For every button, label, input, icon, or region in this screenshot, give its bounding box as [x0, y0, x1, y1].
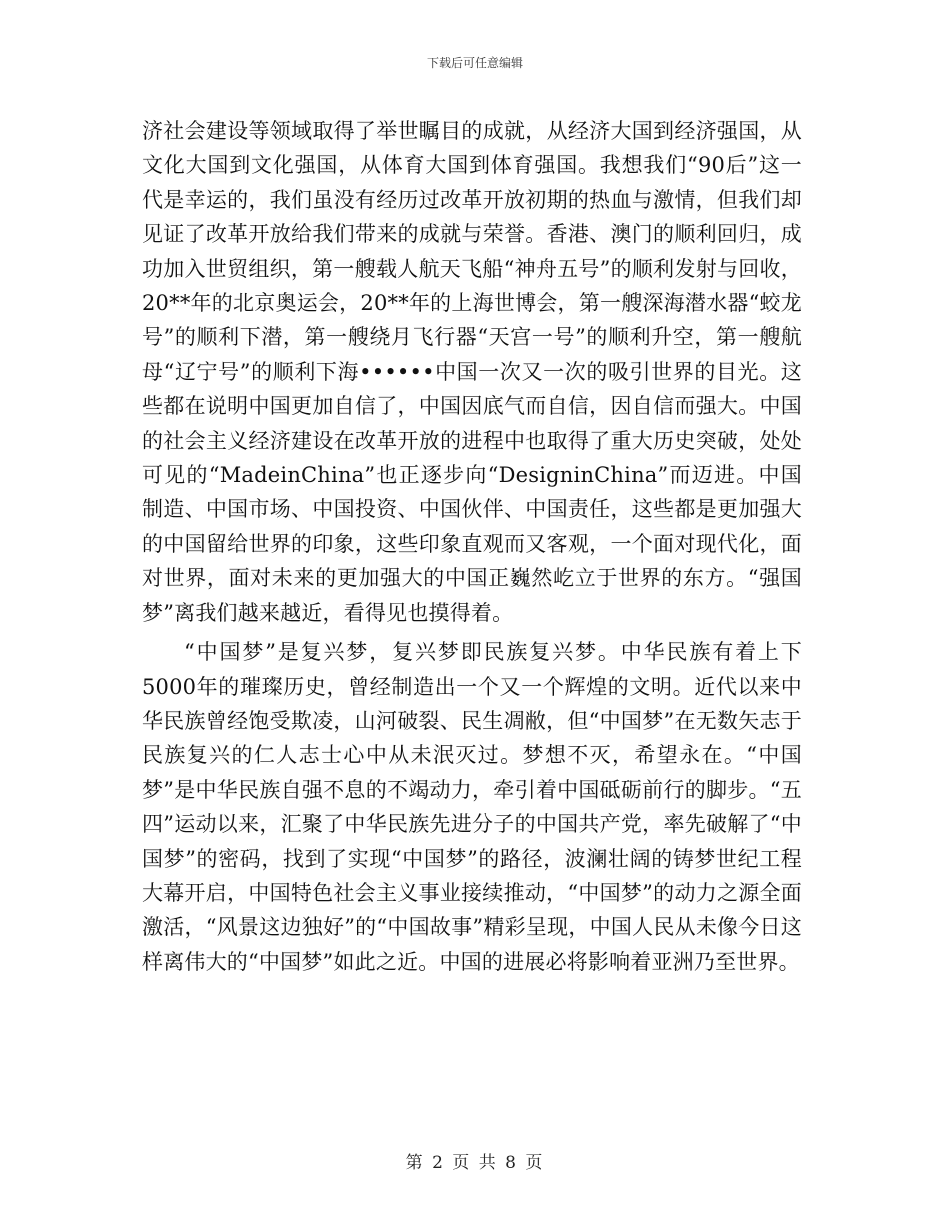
paragraph-china-dream: “中国梦”是复兴梦，复兴梦即民族复兴梦。中华民族有着上下5000年的璀璨历史，曾经制造出一个又一个辉煌的文明。近代以来中华民族曾经饱受欺凌，山河破裂、民生凋敝，但“中国梦”在无数矢志于民族复兴的仁人志士心中从未泯灭过。梦想不灭，希望永在。“中国梦”是中华民族自强不息的不竭动力，牵引着中国砥砺前行的脚步。“五四”运动以来，汇聚了中华民族先进分子的中国共产党，率先破解了“中国梦”的密码，找到了实现“中国梦”的路径，波澜壮阔的铸梦世纪工程大幕开启，中国特色社会主义事业接续推动，“中国梦”的动力之源全面激活，“风景这边独好”的“中国故事”精彩呈现，中国人民从未像今日这样离伟大的“中国梦”如此之近。中国的进展必将影响着亚洲乃至世界。 [142, 640, 802, 974]
page-header: 下载后可任意编辑 [426, 56, 523, 70]
document-body [142, 114, 802, 984]
page-number-footer: 第 2 页 共 8 页 [405, 1153, 545, 1173]
paragraph-continued: 济社会建设等领域取得了举世瞩目的成就，从经济大国到经济强国，从文化大国到文化强国，从体育大国到体育强国。我想我们“90后”这一代是幸运的，我们虽没有经历过改革开放初期的热血与激情，但我们却见证了改革开放给我们带来的成就与荣誉。香港、澳门的顺利回归，成功加入世贸组织，第一艘载人航天飞船“神舟五号”的顺利发射与回收，20**年的北京奥运会，20**年的上海世博会，第一艘深海潜水器“蛟龙号”的顺利下潜，第一艘绕月飞行器“天宫一号”的顺利升空，第一艘航母“辽宁号”的顺利下海••••••中国一次又一次的吸引世界的目光。这些都在说明中国更加自信了，中国因底气而自信，因自信而强大。中国的社会主义经济建设在改革开放的进程中也取得了重大历史突破，处处可见的“MadeinChina”也正逐步向“DesigninChina”而迈进。中国制造、中国市场、中国投资、中国伙伴、中国责任，这些都是更加强大的中国留给世界的印象，这些印象直观而又客观，一个面对现代化，面对世界，面对未来的更加强大的中国正巍然屹立于世界的东方。“强国梦”离我们越来越近，看得见也摸得着。 [142, 119, 802, 625]
